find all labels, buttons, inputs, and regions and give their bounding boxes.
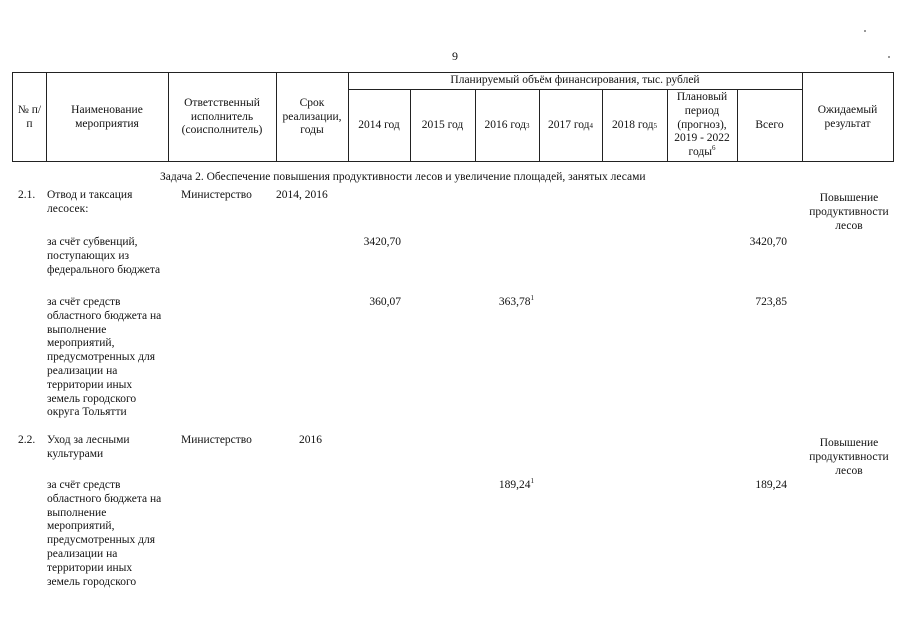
subrow-text: за счёт субвенций, поступающих из федерального бюджета: [47, 236, 161, 276]
row-executor: Министерство: [181, 189, 252, 201]
row-executor: Министерство: [181, 434, 252, 446]
subrow-total: 3420,70: [749, 236, 787, 248]
subrow-2016: 363,78$^1$: [498, 294, 534, 308]
page-number: 9: [452, 49, 458, 63]
header-result: Ожидаемый результат: [817, 103, 878, 130]
subrow-2014: 3420,70: [363, 236, 401, 248]
task-heading: Задача 2. Обеспечение повышения продуктивности лесов и увеличение площадей, занятых лесами: [160, 171, 646, 183]
scan-speck: [864, 30, 866, 32]
header-2016: 2016 год 3: [484, 118, 530, 131]
header-term: Срок реализации, годы: [282, 96, 342, 137]
row-term: 2016: [299, 434, 322, 446]
header-financing: Планируемый объём финансирования, тыс. рублей: [450, 74, 700, 87]
subrow-2016: 189,24$^1$: [498, 477, 534, 491]
subrow-text: за счёт средств областного бюджета на выполнение мероприятий, предусмотренных для реализации на территории иных земель городского: [47, 479, 162, 588]
scan-speck: [888, 56, 890, 58]
header-2014: 2014 год: [358, 118, 400, 131]
header-executor: Ответственный исполнитель (соисполнитель): [181, 96, 263, 137]
header-num: № п/п: [17, 103, 42, 130]
table-header: [12, 72, 894, 162]
header-2017: 2017 год 4: [547, 118, 594, 131]
header-2018: 2018 год 5: [611, 118, 658, 131]
row-result: Повышение продуктивности лесов: [809, 192, 889, 232]
header-total: Всего: [755, 118, 784, 131]
row-term: 2014, 2016: [276, 189, 328, 201]
row-name: Уход за лесными культурами: [47, 434, 130, 460]
subrow-text: за счёт средств областного бюджета на выполнение мероприятий, предусмотренных для реализации на территории иных земель городского округа Тольятти: [47, 296, 162, 419]
subrow-2014: 360,07: [369, 296, 401, 308]
row-result: Повышение продуктивности лесов: [809, 437, 889, 477]
subrow-total: 189,24: [755, 479, 787, 491]
row-number: 2.1.: [18, 189, 36, 201]
header-name: Наименование мероприятия: [71, 103, 143, 130]
header-plan-period: Плановый период (прогноз), 2019 - 2022 годы$^6$: [674, 91, 730, 159]
subrow-total: 723,85: [755, 296, 787, 308]
row-name: Отвод и таксация лесосек:: [47, 189, 133, 215]
row-number: 2.2.: [18, 434, 36, 446]
header-2015: 2015 год: [421, 118, 464, 131]
